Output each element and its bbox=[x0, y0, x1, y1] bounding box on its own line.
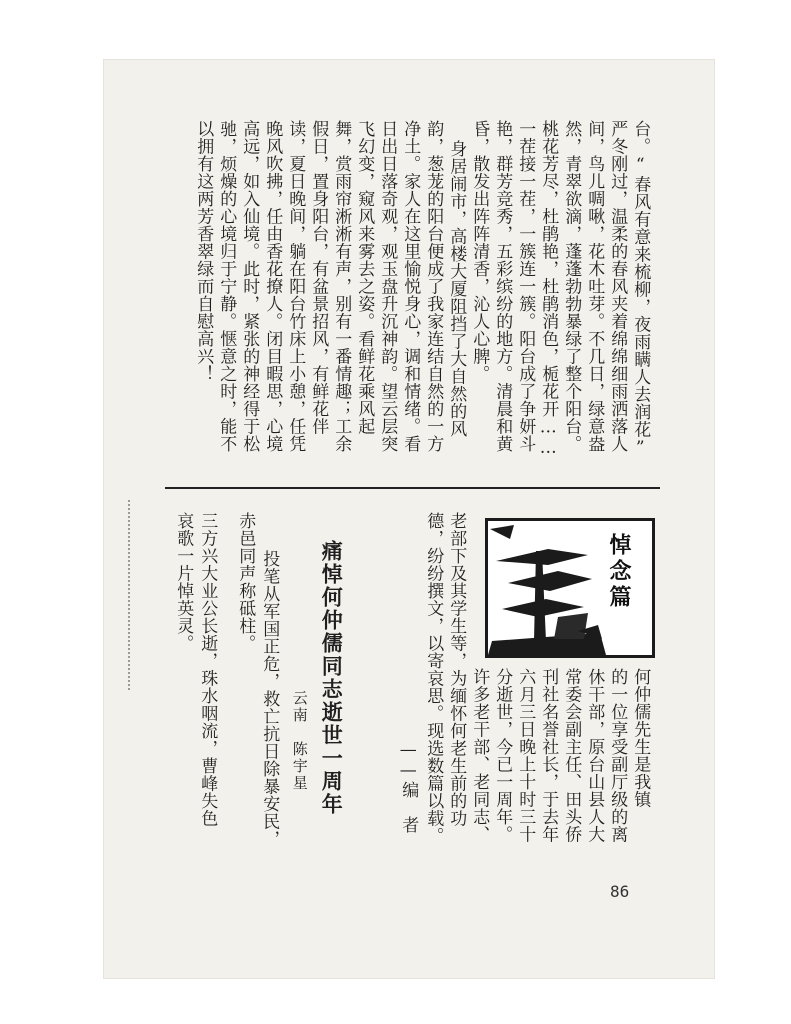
page-number: 86 bbox=[610, 882, 630, 901]
article-column: 韵，葱茏的阳台便成了我家连结自然的一方 bbox=[423, 120, 444, 453]
poem-author: 云南 陈宇星 bbox=[290, 690, 309, 792]
article-column: 桃花芳尽，杜鹃艳，杜鹃消色，栀花开…… bbox=[538, 120, 559, 459]
article-column: 台。“春风有意来梳柳，夜雨瞒人去润花” bbox=[630, 120, 651, 459]
section-header-image bbox=[485, 518, 655, 658]
article-column: 读，夏日晚间，躺在阳台竹床上小憩，任凭 bbox=[285, 120, 306, 453]
binding-holes bbox=[128, 500, 132, 690]
poem-line: 赤邑同声称砥柱。 bbox=[235, 512, 256, 652]
note-column: 六月三日晚上十时三十 bbox=[515, 668, 536, 843]
article-column: 严冬刚过，温柔的春风夹着绵绵细雨洒落人 bbox=[607, 120, 628, 453]
poem-line: 哀歌一片悼英灵。 bbox=[173, 512, 194, 652]
note-column: 刊社名誉社长，于去年 bbox=[538, 668, 559, 843]
article-column: 一茬接一茬，一簇连一簇。阳台成了争妍斗 bbox=[515, 120, 536, 453]
note-column: 德，纷纷撰文，以寄哀思。现选数篇以载。 bbox=[423, 512, 444, 845]
poem-line: 三方兴大业公长逝，珠水咽流，曹峰失色 bbox=[197, 512, 218, 827]
article-column: 假日，置身阳台，有盆景招风，有鲜花伴 bbox=[308, 120, 329, 435]
article-column: 以拥有这两芳香翠绿而自慰高兴！ bbox=[193, 120, 214, 383]
article-column: 昏，散发出阵阵清香，沁人心脾。 bbox=[469, 120, 490, 383]
article-column: 间，鸟儿啁啾，花木吐芽。不几日，绿意盎 bbox=[584, 120, 605, 453]
article-column: 舞，赏雨帘淅淅有声，别有一番情趣；工余 bbox=[331, 120, 352, 453]
poem-line: 投笔从军国正危，救亡抗日除暴安民， bbox=[259, 550, 280, 848]
article-column: 身居闹市，高楼大厦阻挡了大自然的风 bbox=[446, 140, 467, 438]
section-title: 悼念篇 bbox=[603, 533, 634, 611]
article-column: 高远，如入仙境。此时，紧张的神经得于松 bbox=[239, 120, 260, 453]
note-column: 许多老干部、老同志、 bbox=[469, 668, 490, 843]
article-column: 飞幻变，窥风来雾去之姿。看鲜花乘风起 bbox=[354, 120, 375, 435]
article-column: 然，青翠欲滴，蓬蓬勃勃暴绿了整个阳台。 bbox=[561, 120, 582, 453]
article-column: 晚风吹拂，任由香花撩人。闭目暇思，心境 bbox=[262, 120, 283, 453]
poem-title: 痛悼何仲儒同志逝世一周年 bbox=[319, 540, 345, 816]
note-column: 老部下及其学生等，为缅怀何老生前的功 bbox=[446, 512, 467, 827]
note-column: 分逝世，今已一周年。 bbox=[492, 668, 513, 843]
section-divider bbox=[165, 487, 660, 489]
note-column: 的一位享受副厅级的离 bbox=[607, 668, 628, 843]
article-column: 日出日落奇观，观玉盘升沉神韵。望云层突 bbox=[377, 120, 398, 453]
note-column: 休干部，原台山县人大 bbox=[584, 668, 605, 843]
note-column: 常委会副主任、田头侨 bbox=[561, 668, 582, 843]
editor-signature: ——编 者 bbox=[398, 740, 419, 834]
note-column: 何仲儒先生是我镇 bbox=[630, 668, 651, 808]
article-column: 艳，群芳竞秀，五彩缤纷的地方。清晨和黄 bbox=[492, 120, 513, 453]
article-column: 净土。家人在这里愉悦身心，调和情绪。看 bbox=[400, 120, 421, 453]
article-column: 驰，烦燥的心境归于宁静。惬意之时，能不 bbox=[216, 120, 237, 453]
